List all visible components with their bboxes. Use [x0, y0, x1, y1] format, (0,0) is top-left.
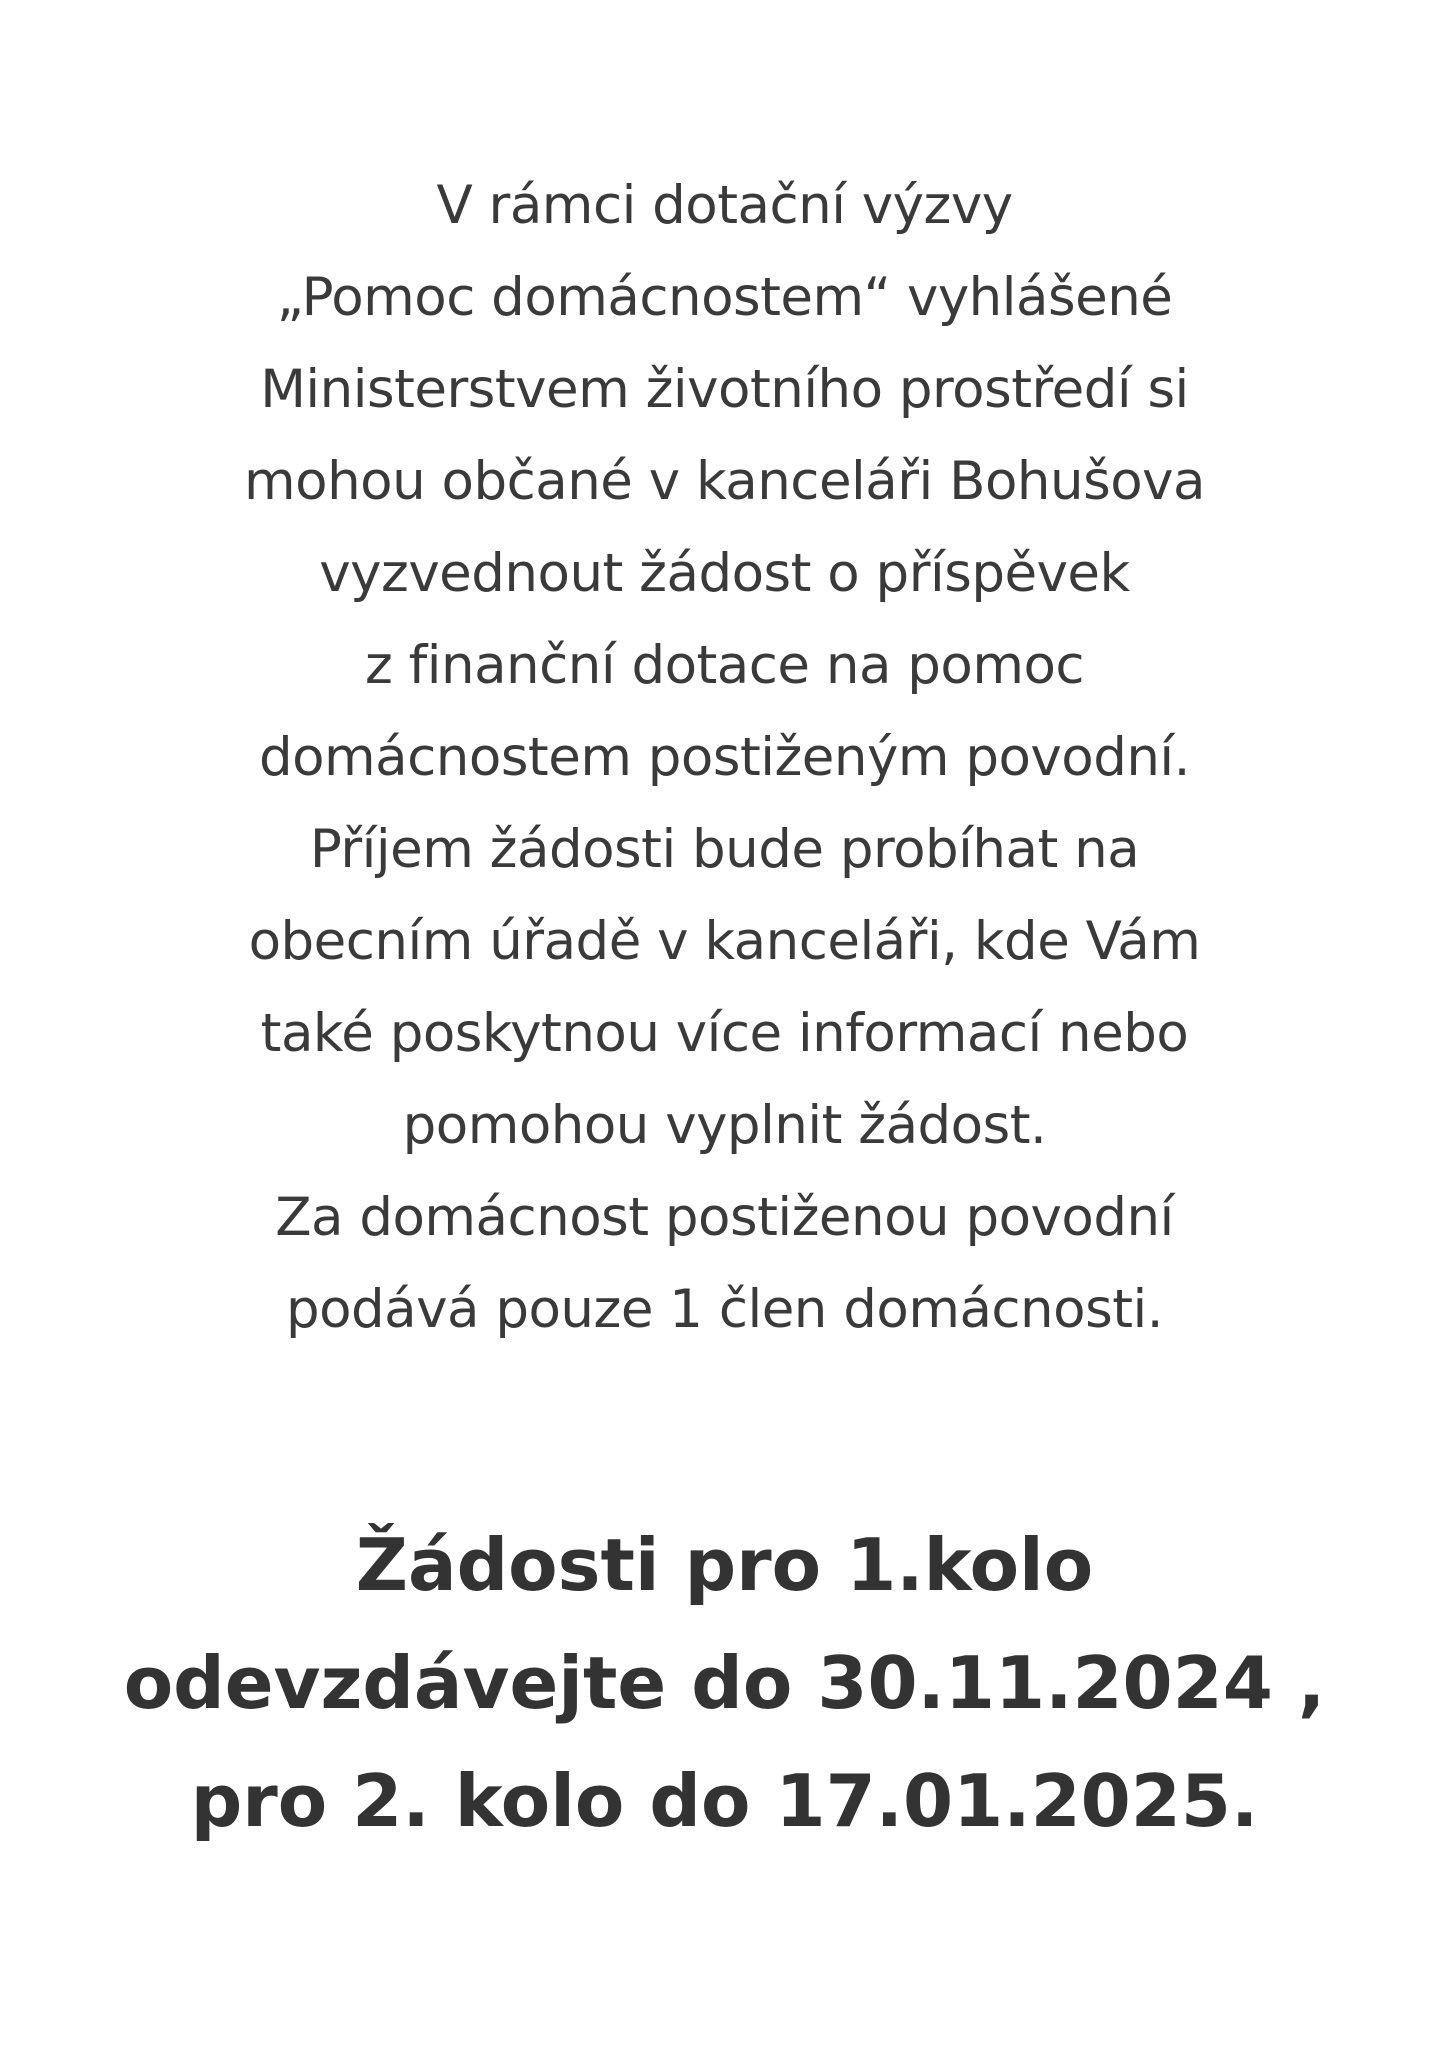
paragraph-submission-info: [0, 804, 1449, 1172]
text-line: Ministerstvem životního prostředí si: [260, 359, 1189, 420]
text-line: vyzvednout žádost o příspěvek: [319, 543, 1130, 604]
deadline-line: odevzdávejte do 30.11.2024 ,: [123, 1641, 1326, 1725]
notice-content: [0, 160, 1449, 1860]
deadline-line: Žádosti pro 1.kolo: [355, 1523, 1094, 1607]
text-line: podává pouze 1 člen domácnosti.: [285, 1279, 1164, 1340]
text-line: mohou občané v kanceláři Bohušova: [244, 451, 1205, 512]
text-line: „Pomoc domácnostem“ vyhlášené: [276, 267, 1173, 328]
text-line: z finanční dotace na pomoc: [364, 635, 1085, 696]
paragraph-intro: [0, 160, 1449, 804]
text-line: domácnostem postiženým povodní.: [258, 727, 1191, 788]
deadline-block: [0, 1506, 1449, 1860]
text-line: také poskytnou více informací nebo: [260, 1003, 1189, 1064]
text-line: V rámci dotační výzvy: [436, 175, 1013, 236]
text-line: Příjem žádosti bude probíhat na: [309, 819, 1140, 880]
paragraph-household-rule: [0, 1172, 1449, 1356]
deadline-line: pro 2. kolo do 17.01.2025.: [190, 1759, 1259, 1843]
text-line: pomohou vyplnit žádost.: [402, 1095, 1047, 1156]
text-line: obecním úřadě v kanceláři, kde Vám: [248, 911, 1201, 972]
text-line: Za domácnost postiženou povodní: [275, 1187, 1174, 1248]
